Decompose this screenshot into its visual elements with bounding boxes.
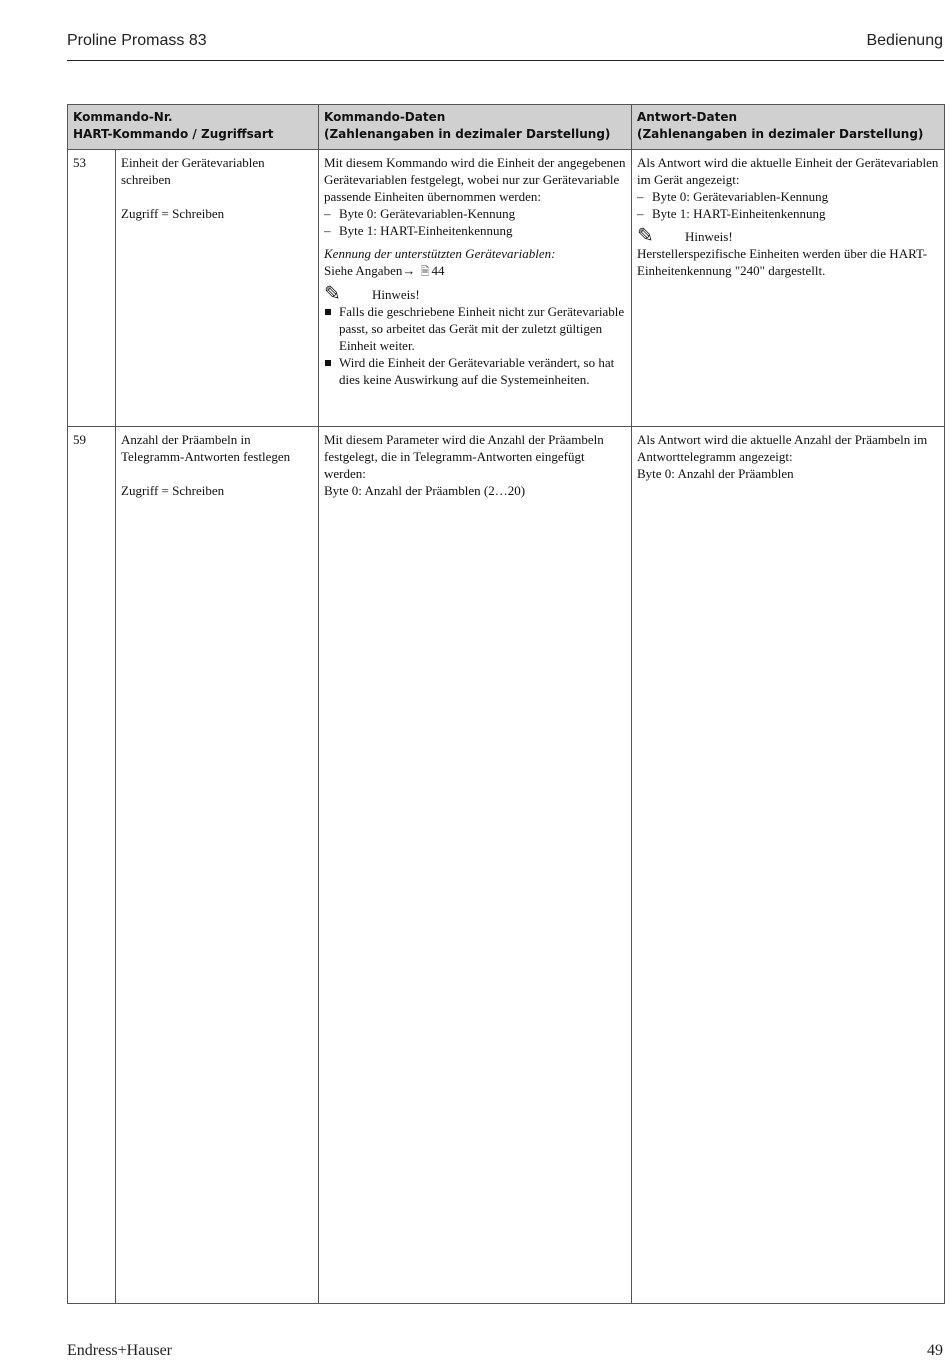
command-data-intro: Mit diesem Parameter wird die Anzahl der Präambeln festgelegt, die in Telegramm-Antworten eingefügt werden: <box>324 432 604 481</box>
answer-data-cell <box>632 427 945 1304</box>
answer-data-byte: Byte 0: Anzahl der Präamblen <box>637 466 794 481</box>
reference-title: Kennung der unterstützten Gerätevariablen: <box>324 246 556 261</box>
list-item: – Byte 1: HART-Einheitenkennung <box>637 205 939 222</box>
document-icon: 🗎 <box>420 265 430 278</box>
answer-data-intro: Als Antwort wird die aktuelle Anzahl der Präambeln im Antworttelegramm angezeigt: <box>637 432 928 464</box>
table-row-command-53 <box>68 150 945 427</box>
command-name-cell <box>116 150 319 427</box>
command-data-cell <box>319 427 632 1304</box>
note-heading <box>324 283 626 305</box>
column-header-command-data <box>319 105 632 150</box>
answer-data-intro: Als Antwort wird die aktuelle Einheit der Gerätevariablen im Gerät angezeigt: <box>637 155 939 187</box>
reference-page-link[interactable]: 44 <box>431 263 445 278</box>
pencil-note-icon: ✎ <box>637 225 654 247</box>
header-section-title: Bedienung <box>866 32 943 49</box>
command-access: Zugriff = Schreiben <box>121 483 225 498</box>
command-data-intro: Mit diesem Kommando wird die Einheit der angegebenen Gerätevariablen festgelegt, wobei nur zur Gerätevariable passende Einheiten übernommen werden: <box>324 155 626 204</box>
answer-note-text: Herstellerspezifische Einheiten werden über die HART-Einheitenkennung "240" dargestellt. <box>637 246 928 278</box>
header-rule <box>67 60 944 61</box>
column-header-line2: (Zahlenangaben in dezimaler Darstellung) <box>324 127 611 141</box>
list-item: – Byte 0: Gerätevariablen-Kennung <box>324 205 626 222</box>
reference-line <box>324 262 626 280</box>
list-item: – Byte 1: HART-Einheitenkennung <box>324 222 626 239</box>
answer-data-byte-list <box>637 188 939 222</box>
footer-page-number: 49 <box>927 1342 943 1359</box>
command-name-cell <box>116 427 319 1304</box>
note-bullet-list <box>324 303 626 388</box>
column-header-line2: HART-Kommando / Zugriffsart <box>73 127 274 141</box>
column-header-line2: (Zahlenangaben in dezimaler Darstellung) <box>637 127 924 141</box>
pencil-note-icon: ✎ <box>324 283 341 305</box>
column-header-line1: Antwort-Daten <box>637 110 738 124</box>
command-data-byte-list <box>324 205 626 239</box>
command-access: Zugriff = Schreiben <box>121 206 225 221</box>
column-header-line1: Kommando-Daten <box>324 110 446 124</box>
command-name: Einheit der Gerätevariablen schreiben <box>121 155 265 187</box>
list-item: – Byte 0: Gerätevariablen-Kennung <box>637 188 939 205</box>
list-item: Wird die Einheit der Gerätevariable verändert, so hat dies keine Auswirkung auf die Systemeinheiten. <box>324 354 626 388</box>
reference-text: Siehe Angaben <box>324 263 403 278</box>
command-number-cell: 59 <box>68 427 116 1304</box>
table-header-row <box>68 105 945 150</box>
footer-company: Endress+Hauser <box>67 1342 172 1359</box>
note-heading <box>637 225 939 247</box>
column-header-answer-data <box>632 105 945 150</box>
header-product-name: Proline Promass 83 <box>67 32 207 49</box>
command-data-byte: Byte 0: Anzahl der Präamblen (2…20) <box>324 483 526 498</box>
column-header-command-no <box>68 105 319 150</box>
command-number-cell: 53 <box>68 150 116 427</box>
arrow-right-icon: → <box>402 263 416 278</box>
list-item: Falls die geschriebene Einheit nicht zur Gerätevariable passt, so arbeitet das Gerät mit der zuletzt gültigen Einheit weiter. <box>324 303 626 354</box>
command-data-cell <box>319 150 632 427</box>
note-label: Hinweis! <box>685 229 733 244</box>
command-name: Anzahl der Präambeln in Telegramm-Antworten festlegen <box>121 432 291 464</box>
answer-data-cell <box>632 150 945 427</box>
table-row-command-59 <box>68 427 945 1304</box>
note-label: Hinweis! <box>372 287 420 302</box>
column-header-line1: Kommando-Nr. <box>73 110 173 124</box>
hart-command-table <box>67 104 945 1304</box>
